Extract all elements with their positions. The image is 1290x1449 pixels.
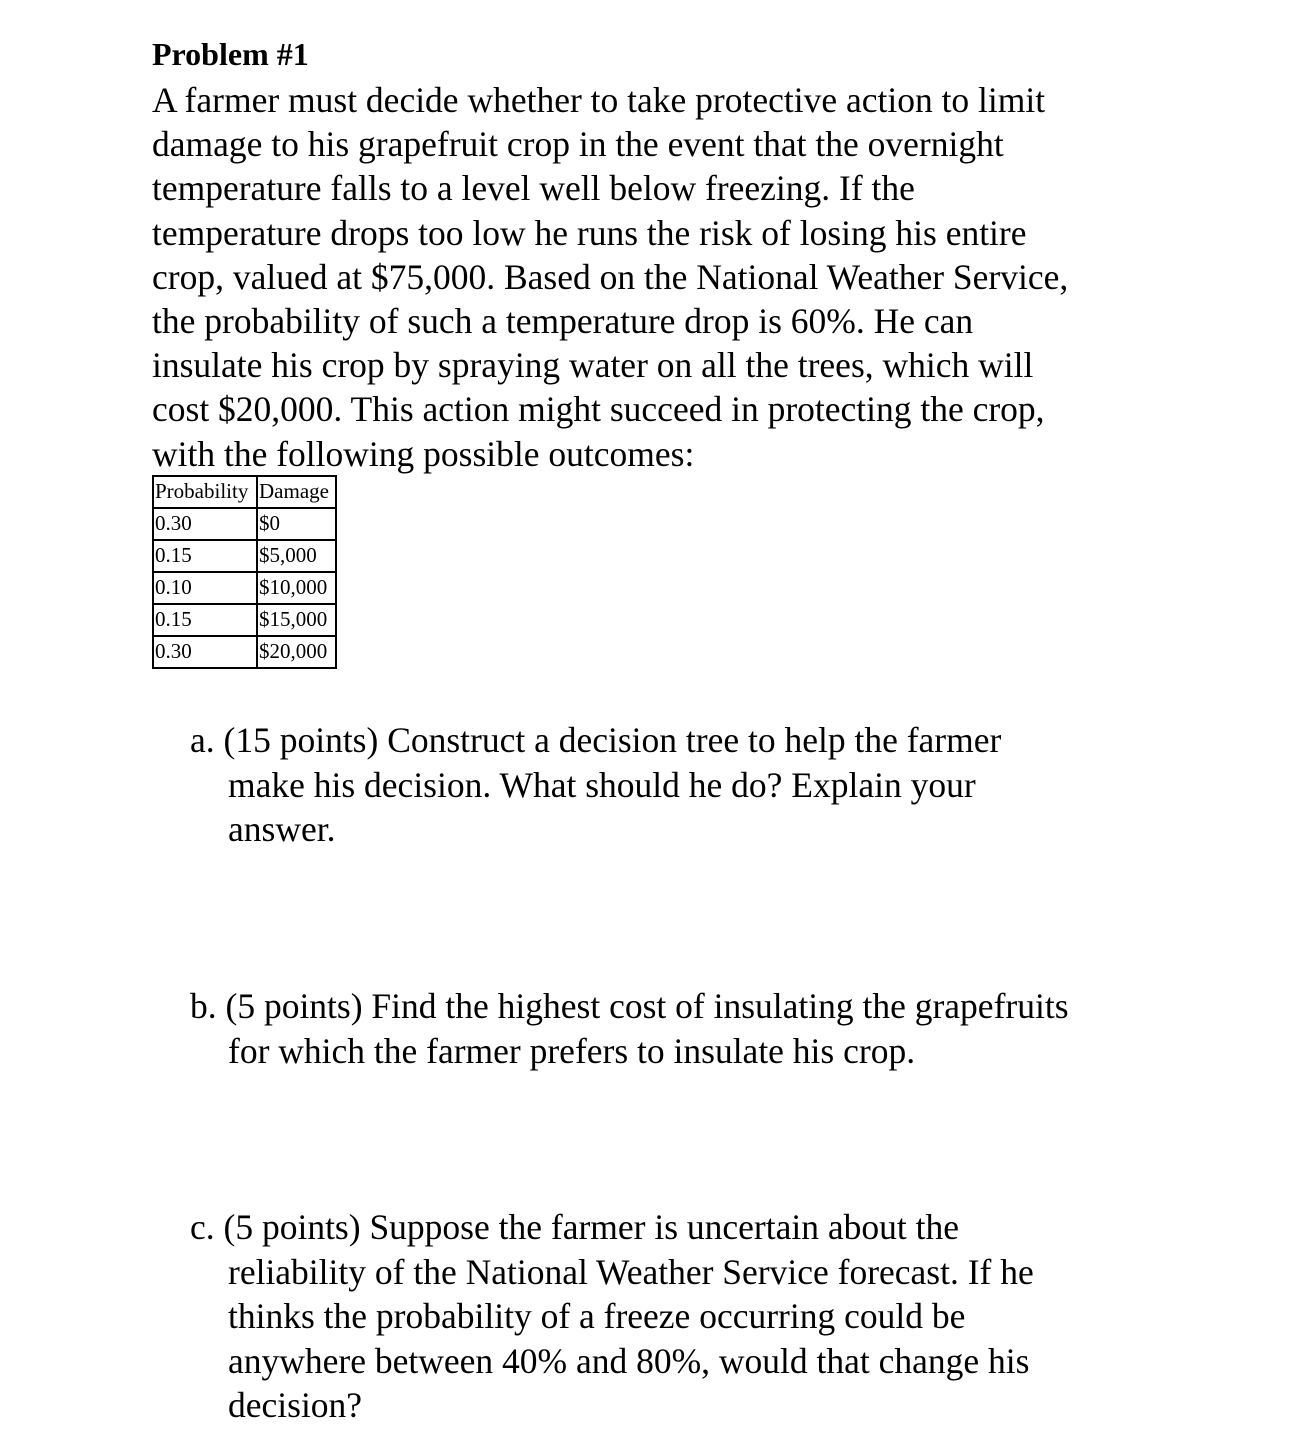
question-c <box>190 1205 1188 1428</box>
cell-probability: 0.30 <box>153 508 257 540</box>
question-c-line: c. (5 points) Suppose the farmer is uncertain about the <box>190 1207 959 1247</box>
question-b <box>190 984 1188 1073</box>
table-header-row <box>153 476 336 508</box>
cell-probability: 0.10 <box>153 572 257 604</box>
cell-damage: $5,000 <box>257 540 336 572</box>
cell-probability: 0.15 <box>153 540 257 572</box>
question-b-line: for which the farmer prefers to insulate his crop. <box>228 1030 916 1071</box>
intro-line: damage to his grapefruit crop in the event that the overnight <box>152 124 1004 165</box>
question-a-line: answer. <box>228 809 336 849</box>
problem-intro <box>152 78 1152 476</box>
question-a-line: a. (15 points) Construct a decision tree to help the farmer <box>190 720 1002 760</box>
header-damage: Damage <box>257 476 336 508</box>
table-row <box>153 636 336 668</box>
cell-damage: $10,000 <box>257 572 336 604</box>
question-c-line: anywhere between 40% and 80%, would that change his <box>228 1340 1030 1381</box>
question-a-line: make his decision. What should he do? Explain your <box>228 764 976 805</box>
question-c-line: decision? <box>228 1385 363 1425</box>
header-probability: Probability <box>153 476 257 508</box>
cell-probability: 0.15 <box>153 604 257 636</box>
intro-line: temperature falls to a level well below freezing. If the <box>152 168 915 209</box>
cell-damage: $0 <box>257 508 336 540</box>
table-row <box>153 540 336 572</box>
intro-line: A farmer must decide whether to take protective action to limit <box>152 80 1046 120</box>
intro-line: with the following possible outcomes: <box>152 433 695 474</box>
cell-damage: $20,000 <box>257 636 336 668</box>
intro-line: crop, valued at $75,000. Based on the National Weather Service, <box>152 256 1069 297</box>
table-row <box>153 604 336 636</box>
intro-line: cost $20,000. This action might succeed in protecting the crop, <box>152 389 1045 430</box>
table-row <box>153 572 336 604</box>
question-b-line: b. (5 points) Find the highest cost of insulating the grapefruits <box>190 986 1069 1026</box>
problem-title: Problem #1 <box>152 36 309 72</box>
intro-line: temperature drops too low he runs the risk of losing his entire <box>152 212 1027 253</box>
outcomes-table <box>152 475 337 669</box>
question-c-line: thinks the probability of a freeze occurring could be <box>228 1296 966 1336</box>
intro-line: the probability of such a temperature drop is 60%. He can <box>152 301 974 342</box>
question-c-line: reliability of the National Weather Service forecast. If he <box>228 1251 1034 1292</box>
cell-damage: $15,000 <box>257 604 336 636</box>
table-row <box>153 508 336 540</box>
intro-line: insulate his crop by spraying water on all the trees, which will <box>152 345 1034 386</box>
cell-probability: 0.30 <box>153 636 257 668</box>
question-a <box>190 718 1188 852</box>
